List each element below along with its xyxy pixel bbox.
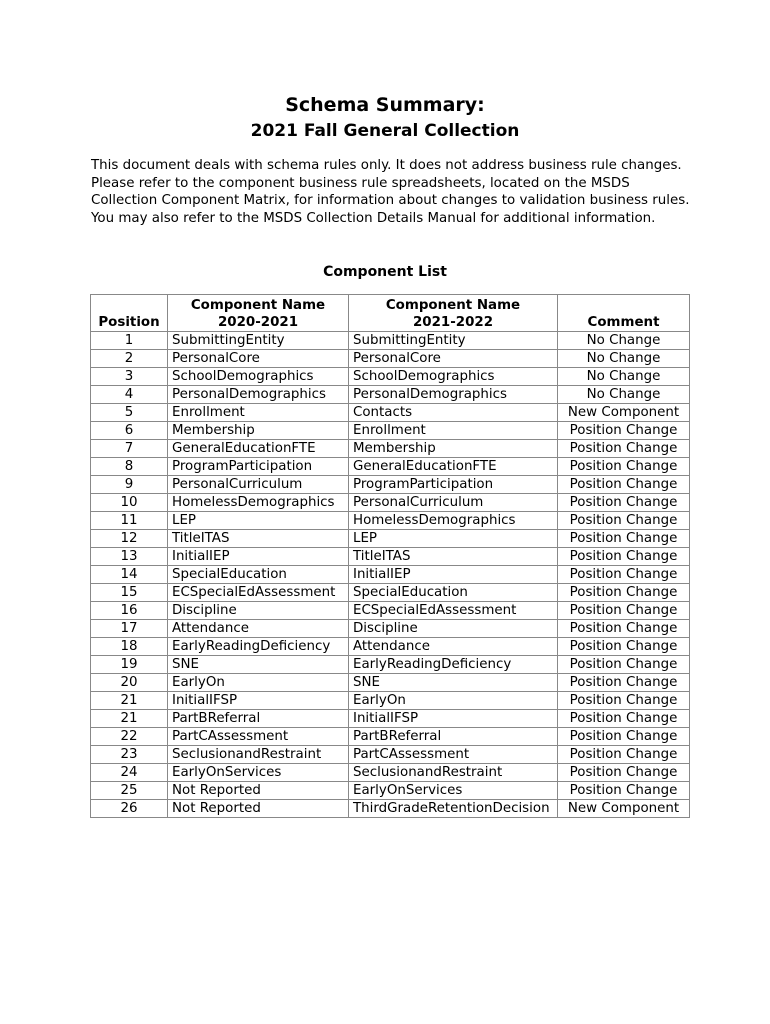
- cell-component-new: SchoolDemographics: [349, 368, 558, 386]
- cell-position: 24: [91, 764, 168, 782]
- table-row: [91, 476, 690, 494]
- header-component-name-old: [168, 295, 349, 332]
- cell-component-old: ECSpecialEdAssessment: [168, 584, 349, 602]
- cell-component-new: SNE: [349, 674, 558, 692]
- cell-component-old: Enrollment: [168, 404, 349, 422]
- header-new-name-label: Component Name: [385, 298, 521, 313]
- cell-comment: Position Change: [558, 728, 690, 746]
- cell-position: 3: [91, 368, 168, 386]
- header-comment-label: Comment: [587, 315, 660, 330]
- cell-component-old: PartCAssessment: [168, 728, 349, 746]
- header-position: [91, 295, 168, 332]
- cell-position: 20: [91, 674, 168, 692]
- cell-component-old: HomelessDemographics: [168, 494, 349, 512]
- table-row: [91, 746, 690, 764]
- cell-comment: No Change: [558, 368, 690, 386]
- table-row: [91, 710, 690, 728]
- table-row: [91, 674, 690, 692]
- cell-comment: Position Change: [558, 494, 690, 512]
- table-row: [91, 782, 690, 800]
- cell-component-new: LEP: [349, 530, 558, 548]
- cell-component-old: PersonalCore: [168, 350, 349, 368]
- table-row: [91, 602, 690, 620]
- table-row: [91, 620, 690, 638]
- cell-position: 1: [91, 332, 168, 350]
- cell-component-new: InitialIFSP: [349, 710, 558, 728]
- cell-comment: Position Change: [558, 674, 690, 692]
- cell-component-old: SpecialEducation: [168, 566, 349, 584]
- cell-component-old: GeneralEducationFTE: [168, 440, 349, 458]
- cell-position: 22: [91, 728, 168, 746]
- cell-position: 6: [91, 422, 168, 440]
- cell-position: 18: [91, 638, 168, 656]
- cell-position: 2: [91, 350, 168, 368]
- cell-component-old: PartBReferral: [168, 710, 349, 728]
- cell-position: 8: [91, 458, 168, 476]
- table-row: [91, 494, 690, 512]
- cell-component-old: Membership: [168, 422, 349, 440]
- table-row: [91, 764, 690, 782]
- cell-component-new: EarlyOn: [349, 692, 558, 710]
- table-row: [91, 548, 690, 566]
- cell-comment: Position Change: [558, 692, 690, 710]
- cell-position: 5: [91, 404, 168, 422]
- cell-component-new: PersonalCurriculum: [349, 494, 558, 512]
- cell-component-new: Discipline: [349, 620, 558, 638]
- cell-component-old: ProgramParticipation: [168, 458, 349, 476]
- table-row: [91, 530, 690, 548]
- cell-comment: Position Change: [558, 476, 690, 494]
- table-row: [91, 638, 690, 656]
- intro-paragraph: This document deals with schema rules only. It does not address business rule changes. Please refer to the component business rule spreadsheets, located on the MSDS Collection Component Matrix, for information about changes to validation business rules. You may also refer to the MSDS Collection Details Manual for additional information.: [91, 158, 690, 226]
- cell-component-old: EarlyOn: [168, 674, 349, 692]
- table-row: [91, 440, 690, 458]
- cell-component-old: PersonalCurriculum: [168, 476, 349, 494]
- cell-comment: New Component: [558, 800, 690, 818]
- cell-comment: Position Change: [558, 440, 690, 458]
- cell-position: 10: [91, 494, 168, 512]
- header-old-year-label: 2020-2021: [217, 315, 299, 330]
- table-row: [91, 584, 690, 602]
- cell-component-new: TitleITAS: [349, 548, 558, 566]
- cell-component-new: HomelessDemographics: [349, 512, 558, 530]
- cell-position: 11: [91, 512, 168, 530]
- cell-component-old: SeclusionandRestraint: [168, 746, 349, 764]
- cell-position: 23: [91, 746, 168, 764]
- cell-position: 19: [91, 656, 168, 674]
- component-list-heading: Component List: [323, 264, 447, 280]
- cell-component-new: InitialIEP: [349, 566, 558, 584]
- header-comment: [558, 295, 690, 332]
- cell-comment: Position Change: [558, 422, 690, 440]
- cell-comment: No Change: [558, 386, 690, 404]
- cell-component-new: Membership: [349, 440, 558, 458]
- cell-comment: Position Change: [558, 512, 690, 530]
- cell-component-new: ProgramParticipation: [349, 476, 558, 494]
- cell-component-old: EarlyOnServices: [168, 764, 349, 782]
- cell-comment: Position Change: [558, 584, 690, 602]
- cell-component-old: LEP: [168, 512, 349, 530]
- table-row: [91, 350, 690, 368]
- cell-component-old: Discipline: [168, 602, 349, 620]
- table-row: [91, 386, 690, 404]
- cell-comment: Position Change: [558, 764, 690, 782]
- cell-position: 25: [91, 782, 168, 800]
- cell-comment: Position Change: [558, 710, 690, 728]
- table-row: [91, 566, 690, 584]
- table-row: [91, 512, 690, 530]
- table-row: [91, 800, 690, 818]
- cell-position: 7: [91, 440, 168, 458]
- page-title: Schema Summary:: [285, 94, 485, 116]
- cell-position: 16: [91, 602, 168, 620]
- table-header-row: [91, 295, 690, 332]
- cell-position: 17: [91, 620, 168, 638]
- cell-comment: No Change: [558, 332, 690, 350]
- cell-component-old: Not Reported: [168, 800, 349, 818]
- cell-position: 12: [91, 530, 168, 548]
- cell-comment: Position Change: [558, 566, 690, 584]
- cell-component-old: Attendance: [168, 620, 349, 638]
- table-body: [91, 332, 690, 818]
- cell-component-new: EarlyOnServices: [349, 782, 558, 800]
- cell-comment: Position Change: [558, 602, 690, 620]
- cell-position: 14: [91, 566, 168, 584]
- cell-component-new: PersonalCore: [349, 350, 558, 368]
- table-row: [91, 656, 690, 674]
- cell-component-new: ECSpecialEdAssessment: [349, 602, 558, 620]
- cell-component-new: PersonalDemographics: [349, 386, 558, 404]
- cell-comment: Position Change: [558, 530, 690, 548]
- table-row: [91, 692, 690, 710]
- cell-component-old: SNE: [168, 656, 349, 674]
- cell-component-new: Contacts: [349, 404, 558, 422]
- table-row: [91, 422, 690, 440]
- cell-position: 4: [91, 386, 168, 404]
- cell-position: 21: [91, 710, 168, 728]
- cell-component-new: Enrollment: [349, 422, 558, 440]
- cell-component-new: SubmittingEntity: [349, 332, 558, 350]
- cell-component-old: InitialIFSP: [168, 692, 349, 710]
- cell-comment: New Component: [558, 404, 690, 422]
- component-table: [90, 294, 690, 818]
- header-component-name-new: [349, 295, 558, 332]
- header-old-name-label: Component Name: [190, 298, 326, 313]
- cell-position: 26: [91, 800, 168, 818]
- cell-component-new: PartBReferral: [349, 728, 558, 746]
- cell-position: 21: [91, 692, 168, 710]
- header-position-label: Position: [98, 315, 160, 330]
- table-row: [91, 404, 690, 422]
- table-row: [91, 458, 690, 476]
- table-row: [91, 728, 690, 746]
- cell-component-old: SchoolDemographics: [168, 368, 349, 386]
- cell-comment: Position Change: [558, 548, 690, 566]
- table-row: [91, 368, 690, 386]
- cell-component-new: GeneralEducationFTE: [349, 458, 558, 476]
- cell-comment: Position Change: [558, 620, 690, 638]
- header-new-year-label: 2021-2022: [412, 315, 494, 330]
- cell-component-old: InitialIEP: [168, 548, 349, 566]
- cell-comment: Position Change: [558, 638, 690, 656]
- cell-position: 9: [91, 476, 168, 494]
- cell-component-new: PartCAssessment: [349, 746, 558, 764]
- cell-comment: Position Change: [558, 656, 690, 674]
- cell-comment: Position Change: [558, 746, 690, 764]
- cell-component-new: Attendance: [349, 638, 558, 656]
- table-row: [91, 332, 690, 350]
- cell-comment: No Change: [558, 350, 690, 368]
- cell-component-old: EarlyReadingDeficiency: [168, 638, 349, 656]
- cell-component-new: EarlyReadingDeficiency: [349, 656, 558, 674]
- page-subtitle: 2021 Fall General Collection: [250, 121, 520, 141]
- cell-component-new: SeclusionandRestraint: [349, 764, 558, 782]
- cell-component-old: Not Reported: [168, 782, 349, 800]
- cell-component-old: SubmittingEntity: [168, 332, 349, 350]
- cell-component-old: PersonalDemographics: [168, 386, 349, 404]
- cell-position: 13: [91, 548, 168, 566]
- cell-component-new: ThirdGradeRetentionDecision: [349, 800, 558, 818]
- cell-component-new: SpecialEducation: [349, 584, 558, 602]
- cell-comment: Position Change: [558, 458, 690, 476]
- cell-component-old: TitleITAS: [168, 530, 349, 548]
- cell-comment: Position Change: [558, 782, 690, 800]
- cell-position: 15: [91, 584, 168, 602]
